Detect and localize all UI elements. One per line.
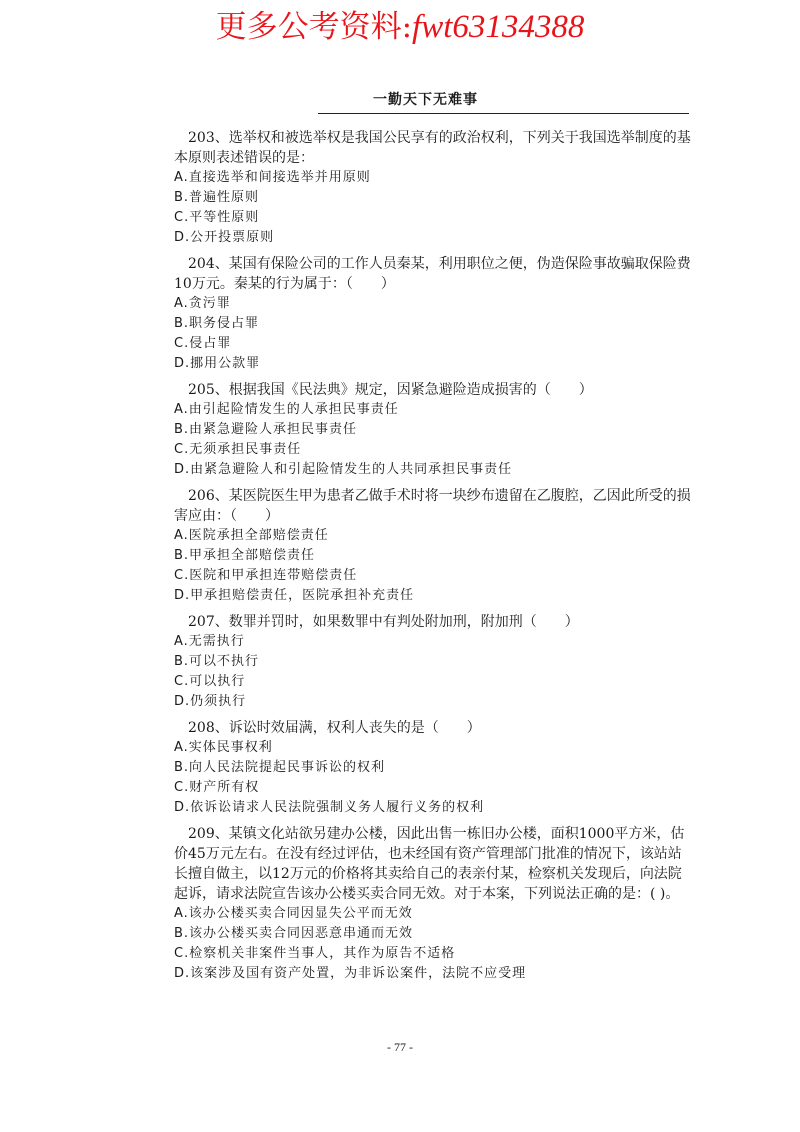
option-b: B.由紧急避险人承担民事责任 [174,422,358,437]
option-c: C.医院和甲承担连带赔偿责任 [174,568,358,583]
option-a: A.贪污罪 [174,296,231,311]
option-d: D.公开投票原则 [174,230,275,245]
option-b: B.该办公楼买卖合同因恶意串通而无效 [174,926,414,941]
option-a: A.无需执行 [174,634,245,649]
option-c: C.平等性原则 [174,210,260,225]
option-c: C.检察机关非案件当事人，其作为原告不适格 [174,946,456,961]
question-stem: 209、某镇文化站欲另建办公楼，因此出售一栋旧办公楼，面积1000平方米，估价45万元左右。在没有经过评估，也未经国有资产管理部门批准的情况下，该站站长擅自做主，以12万元的价格将其卖给自己的表亲付某，检察机关发现后，向法院起诉，请求法院宣告该办公楼买卖合同无效。对于本案，下列说法正确的是：( )。 [174,826,685,902]
banner-site: fwt63134388 [412,9,585,45]
question-stem: 203、选举权和被选举权是我国公民享有的政治权利，下列关于我国选举制度的基本原则表述错误的是： [174,130,691,166]
question-stem: 207、数罪并罚时，如果数罪中有判处附加刑，附加刑（ ） [188,614,579,630]
question-list [174,128,694,990]
page-number: - 77 - [387,1040,413,1054]
page-header-title: 一勤天下无难事 [373,92,478,108]
option-c: C.财产所有权 [174,780,260,795]
option-b: B.向人民法院提起民事诉讼的权利 [174,760,386,775]
promo-banner [0,2,800,52]
option-a: A.由引起险情发生的人承担民事责任 [174,402,399,417]
question-207 [174,612,694,712]
option-d: D.依诉讼请求人民法院强制义务人履行义务的权利 [174,800,485,815]
option-d: D.甲承担赔偿责任，医院承担补充责任 [174,588,415,603]
question-stem: 205、根据我国《民法典》规定，因紧急避险造成损害的（ ） [188,382,593,398]
option-a: A.直接选举和间接选举并用原则 [174,170,371,185]
option-b: B.甲承担全部赔偿责任 [174,548,316,563]
option-d: D.该案涉及国有资产处置，为非诉讼案件，法院不应受理 [174,966,527,981]
option-b: B.职务侵占罪 [174,316,260,331]
option-c: C.侵占罪 [174,336,232,351]
option-b: B.普遍性原则 [174,190,260,205]
header-divider [318,113,689,114]
question-stem: 204、某国有保险公司的工作人员秦某，利用职位之便，伪造保险事故骗取保险费10万元。秦某的行为属于：（ ） [174,256,691,292]
question-209 [174,824,694,984]
option-b: B.可以不执行 [174,654,260,669]
option-d: D.挪用公款罪 [174,356,261,371]
option-d: D.由紧急避险人和引起险情发生的人共同承担民事责任 [174,462,513,477]
option-d: D.仍须执行 [174,694,247,709]
question-206 [174,486,694,606]
option-a: A.医院承担全部赔偿责任 [174,528,329,543]
option-c: C.无须承担民事责任 [174,442,302,457]
question-stem: 206、某医院医生甲为患者乙做手术时将一块纱布遗留在乙腹腔，乙因此所受的损害应由：（ ） [174,488,691,524]
question-stem: 208、诉讼时效届满，权利人丧失的是（ ） [188,720,481,736]
banner-prefix: 更多公考资料: [215,9,413,45]
question-203 [174,128,694,248]
option-a: A.实体民事权利 [174,740,273,755]
option-a: A.该办公楼买卖合同因显失公平而无效 [174,906,413,921]
question-208 [174,718,694,818]
option-c: C.可以执行 [174,674,246,689]
question-204 [174,254,694,374]
question-205 [174,380,694,480]
